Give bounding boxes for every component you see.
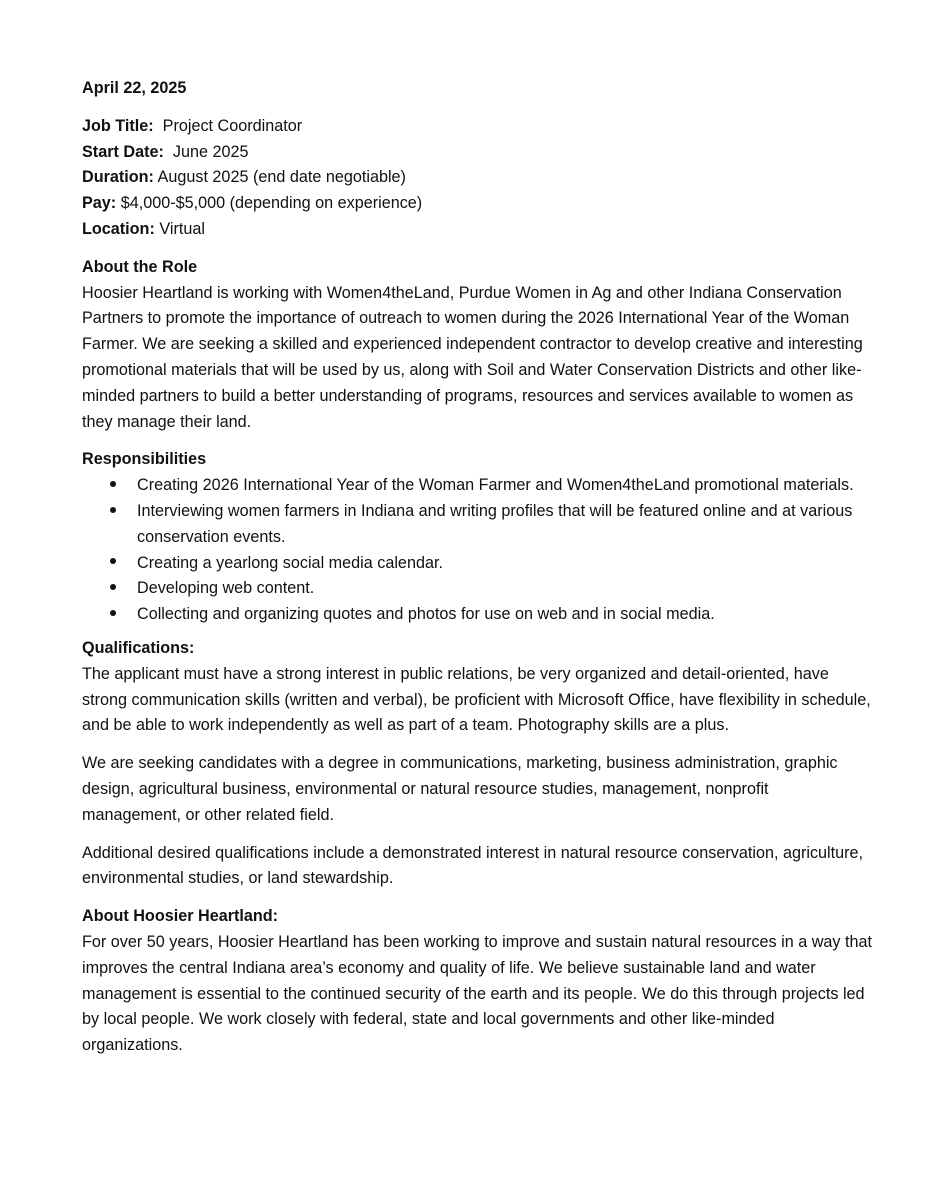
list-item	[82, 473, 872, 499]
bullet-icon	[108, 602, 118, 628]
about-role-text: Hoosier Heartland is working with Women4theLand, Purdue Women in Ag and other Indiana Conservation Partners to promote the importance of outreach to women during the 2026 International Year of the Woman Farmer. We are seeking a skilled and experienced independent contractor to develop creative and interesting promotional materials that will be used by us, along with Soil and Water Conservation Districts and other like-minded partners to build a better understanding of programs, resources and services available to women as they manage their land.	[82, 283, 863, 431]
about-role-section	[82, 255, 872, 436]
document-page	[82, 76, 872, 1071]
responsibilities-list	[82, 473, 872, 628]
list-item-text: Interviewing women farmers in Indiana and writing profiles that will be featured online and at various conservation events.	[137, 501, 853, 546]
responsibilities-section	[82, 447, 872, 628]
job-title-label: Job Title:	[82, 116, 154, 135]
job-details	[82, 114, 872, 243]
location-value: Virtual	[154, 219, 205, 238]
location-line	[82, 217, 872, 243]
bullet-icon	[108, 499, 118, 525]
list-item-text: Collecting and organizing quotes and photos for use on web and in social media.	[137, 605, 715, 624]
list-item-text: Creating 2026 International Year of the Woman Farmer and Women4theLand promotional materials.	[137, 476, 854, 495]
qualifications-section	[82, 636, 872, 892]
about-org-section	[82, 904, 872, 1059]
bullet-icon	[108, 551, 118, 577]
pay-line	[82, 191, 872, 217]
list-item	[82, 551, 872, 577]
qualifications-heading: Qualifications:	[82, 638, 195, 657]
qualifications-paragraph-2: We are seeking candidates with a degree in communications, marketing, business administration, graphic design, agricultural business, environmental or natural resource studies, management, nonprofit management, or other related field.	[82, 754, 838, 824]
pay-value: $4,000-$5,000 (depending on experience)	[116, 194, 423, 213]
start-date-label: Start Date:	[82, 142, 164, 161]
job-title-value: Project Coordinator	[153, 116, 303, 135]
job-title-line	[82, 114, 872, 140]
about-org-heading: About Hoosier Heartland:	[82, 907, 279, 926]
qualifications-paragraph-1: The applicant must have a strong interest in public relations, be very organized and detail-oriented, have strong communication skills (written and verbal), be proficient with Microsoft Office, have flexibility in schedule, and be able to work independently as well as part of a team. Photography skills are a plus.	[82, 664, 871, 735]
bullet-icon	[108, 576, 118, 602]
about-org-text: For over 50 years, Hoosier Heartland has been working to improve and sustain natural resources in a way that improves the central Indiana area’s economy and quality of life. We believe sustainable land and water management is essential to the continued security of the earth and its people. We do this through projects led by local people. We work closely with federal, state and local governments and other like-minded organizations.	[82, 932, 872, 1055]
about-role-heading: About the Role	[82, 257, 198, 276]
responsibilities-heading: Responsibilities	[82, 450, 207, 469]
start-date-line	[82, 140, 872, 166]
duration-label: Duration:	[82, 168, 154, 187]
bullet-icon	[108, 473, 118, 499]
list-item-text: Creating a yearlong social media calendar.	[137, 553, 443, 572]
pay-label: Pay:	[82, 194, 117, 213]
duration-value: August 2025 (end date negotiable)	[153, 168, 406, 187]
list-item-text: Developing web content.	[137, 579, 315, 598]
duration-line	[82, 165, 872, 191]
location-label: Location:	[82, 219, 155, 238]
start-date-value: June 2025	[163, 142, 249, 161]
document-date: April 22, 2025	[82, 79, 187, 97]
list-item	[82, 602, 872, 628]
list-item	[82, 576, 872, 602]
list-item	[82, 499, 872, 551]
qualifications-paragraph-3: Additional desired qualifications include a demonstrated interest in natural resource conservation, agriculture, environmental studies, or land stewardship.	[82, 843, 864, 888]
